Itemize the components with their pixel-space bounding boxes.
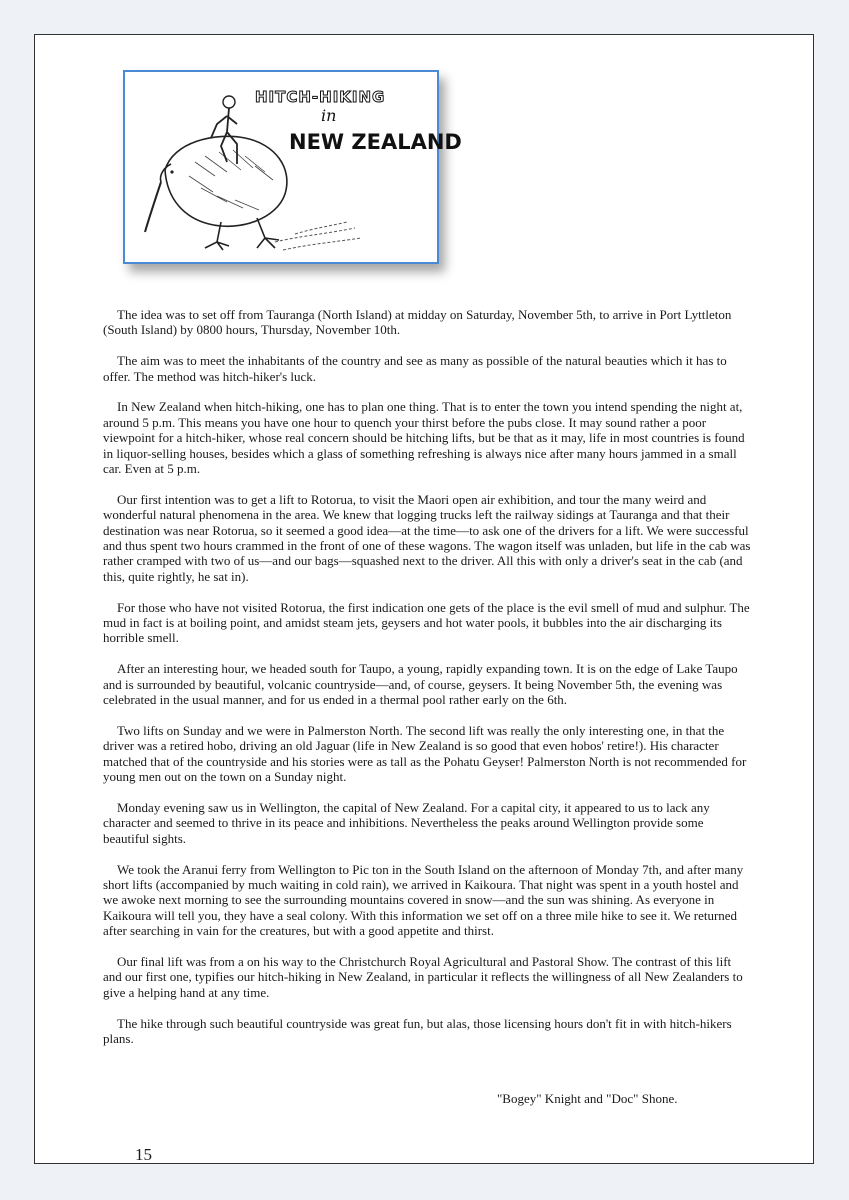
paragraph: The idea was to set off from Tauranga (North Island) at midday on Saturday, November 5th, to arrive in Port Lyttleton (South Island) by 0800 hours, Thursday, November 10th. <box>103 307 732 338</box>
page-number: 15 <box>135 1145 152 1164</box>
illustration-title-in: in <box>321 106 337 125</box>
article-signature: "Bogey" Knight and "Doc" Shone. <box>497 1091 678 1106</box>
article-body <box>103 307 751 1062</box>
page-frame <box>34 34 814 1164</box>
paragraph: We took the Aranui ferry from Wellington to Pic ton in the South Island on the afternoon of Monday 7th, and after many short lifts (accompanied by much waiting in cold rain), we arrived in Kaikoura. That night was spent in a youth hostel and we awoke next morning to see the surrounding mountains covered in snow—and the sun was shining. As everyone in Kaikoura will tell you, they have a seal colony. With this information we set off on a three mile hike to see it. We returned after searching in vain for the creatures, but with a good appetite and thirst. <box>103 861 744 939</box>
paragraph: For those who have not visited Rotorua, the first indication one gets of the place is the evil smell of mud and sulphur. The mud in fact is at boiling point, and amidst steam jets, geysers and hot water pools, it bubbles into the air discharging its horrible smell. <box>103 599 750 646</box>
paragraph: Monday evening saw us in Wellington, the capital of New Zealand. For a capital city, it appeared to us to lack any character and seemed to thrive in its peace and inhibitions. Nevertheless the peaks around Wellington provide some beautiful sights. <box>103 799 710 846</box>
illustration-title-hitch-hiking: HITCH-HIKING <box>255 88 386 106</box>
paragraph: Our first intention was to get a lift to Rotorua, to visit the Maori open air exhibition, and tour the many weird and wonderful natural phenomena in the area. We knew that logging trucks left the railway sidings at Tauranga and that their destination was near Rotorua, so it seemed a good idea—at the time—to ask one of the drivers for a lift. We were successful and thus spent two hours crammed in the front of one of these wagons. The wagon itself was unladen, but life in the cab was rather cramped with two of us—and our bags—squashed next to the driver. All this with only a driver's seat in the cab (and this, quite rightly, he sat in). <box>103 491 751 584</box>
paragraph: After an interesting hour, we headed south for Taupo, a young, rapidly expanding town. It is on the edge of Lake Taupo and is surrounded by beautiful, volcanic countryside—and, of course, geysers. It being November 5th, the evening was celebrated in the usual manner, and for us ended in a thermal pool rather early on the 6th. <box>103 661 738 708</box>
paragraph: The hike through such beautiful countryside was great fun, but alas, those licensing hours don't fit in with hitch-hikers plans. <box>103 1015 732 1046</box>
paragraph: Two lifts on Sunday and we were in Palmerston North. The second lift was really the only interesting one, in that the driver was a retired hobo, driving an old Jaguar (life in New Zealand is so good that even hobos' retire!). His character matched that of the countryside and his stories were as tall as the Pohatu Geyser! Palmerston North is not recommended for young men out on the town on a Sunday night. <box>103 722 747 785</box>
title-illustration <box>123 70 462 264</box>
paragraph: The aim was to meet the inhabitants of the country and see as many as possible of the natural beauties which it has to offer. The method was hitch-hiker's luck. <box>103 353 727 384</box>
illustration-title-new-zealand: NEW ZEALAND <box>289 130 462 154</box>
paragraph: In New Zealand when hitch-hiking, one has to plan one thing. That is to enter the town you intend spending the night at, around 5 p.m. This means you have one hour to quench your thirst before the pubs close. It may sound rather a poor viewpoint for a hitch-hiker, whose real concern should be hitching lifts, but be that as it may, life in most countries is found in liquor-selling houses, besides which a glass of something refreshing is always nice after many hours jammed in a small car. Even at 5 p.m. <box>103 399 745 477</box>
paragraph: Our final lift was from a on his way to the Christchurch Royal Agricultural and Pastoral Show. The contrast of this lift and our first one, typifies our hitch-hiking in New Zealand, in particular it reflects the willingness of all New Zealanders to give a helping hand at any time. <box>103 953 743 1000</box>
